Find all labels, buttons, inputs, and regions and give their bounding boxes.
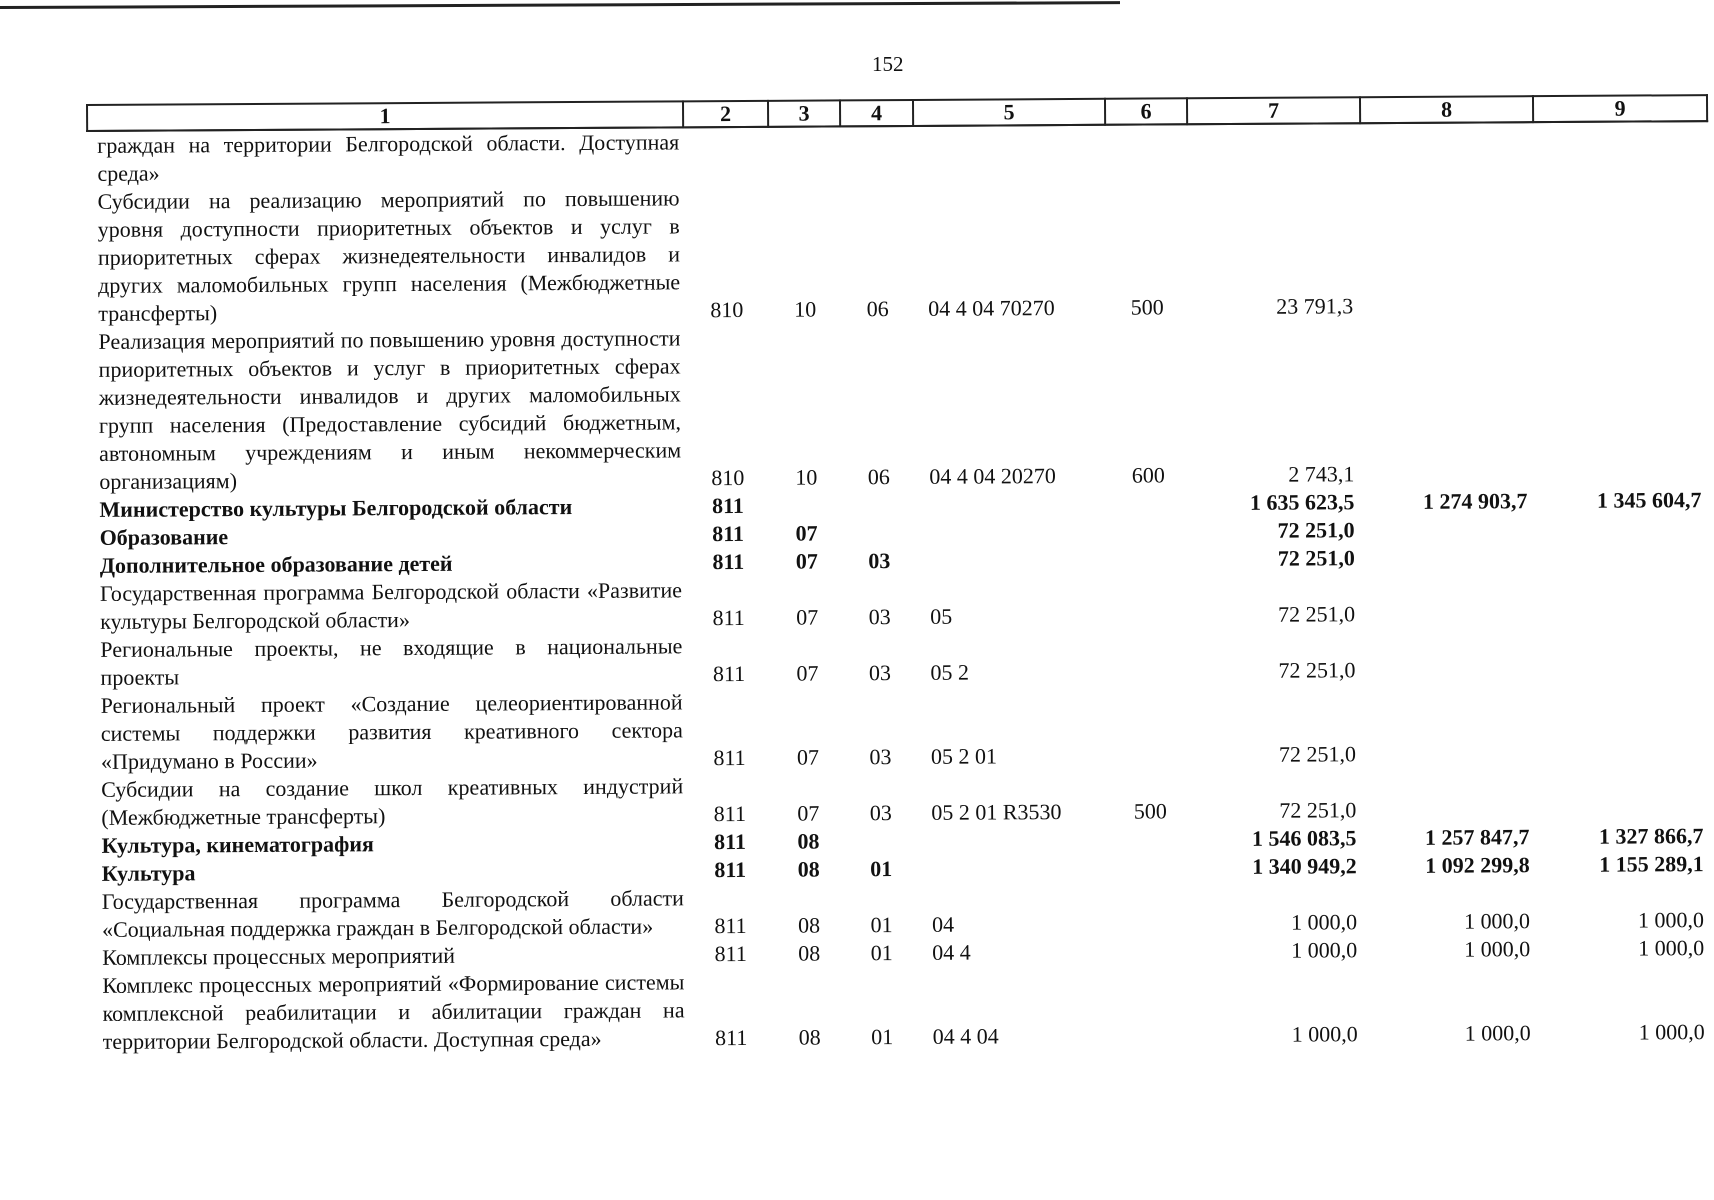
header-col-3: 3 xyxy=(768,100,840,126)
row-amount-col7: 72 251,0 xyxy=(1278,657,1356,683)
row-subsection-code xyxy=(843,519,916,547)
row-expense-type xyxy=(1107,489,1189,518)
row-target-article: 04 xyxy=(931,911,955,937)
row-target-article xyxy=(916,546,1108,575)
row-target-article xyxy=(915,490,1107,519)
table-row xyxy=(90,570,1710,636)
row-ved-code: 811 xyxy=(714,912,747,939)
row-section-code: 08 xyxy=(798,1024,821,1050)
row-name: Государственная программа Белгородской области «Развитие культуры Белгородской области» xyxy=(99,577,683,634)
row-name: Субсидии на создание школ креативных индустрий (Межбюджетные трансферты) xyxy=(101,773,684,830)
row-name: Субсидии на реализацию мероприятий по повышению уровня доступности приоритетных объектов и услуг в приоритетных сферах жизнедеятельности инвалидов и других маломобильных групп населения (Межбюджетные трансферты) xyxy=(97,185,681,326)
row-subsection-code xyxy=(844,827,917,855)
row-expense-type xyxy=(1109,685,1192,769)
header-col-6: 6 xyxy=(1105,98,1187,125)
row-amount-col9: 1 000,0 xyxy=(1638,1019,1705,1045)
budget-table-sheet xyxy=(86,94,1714,1056)
row-subsection-code: 06 xyxy=(867,464,890,490)
row-amount-col8 xyxy=(1360,122,1533,180)
row-amount-col8: 1 257 847,7 xyxy=(1424,824,1530,850)
header-col-7: 7 xyxy=(1187,97,1360,124)
row-ved-code: 811 xyxy=(712,660,746,687)
row-amount-col9 xyxy=(1536,626,1710,683)
row-ved-code: 811 xyxy=(713,800,747,827)
row-name: Региональный проект «Создание целеориентированной системы поддержки развития креативного сектора «Придумано в России» xyxy=(100,689,683,774)
row-target-article: 04 4 04 20270 xyxy=(929,463,1056,489)
row-amount-col9: 1 345 604,7 xyxy=(1596,487,1702,513)
row-target-article: 05 xyxy=(930,603,953,629)
row-amount-col8 xyxy=(1363,515,1536,544)
row-ved-code: 811 xyxy=(715,1024,748,1051)
row-amount-col7 xyxy=(1187,123,1360,181)
row-name: граждан на территории Белгородской области. Доступная среда» xyxy=(97,129,680,186)
row-amount-col7: 23 791,3 xyxy=(1276,293,1354,319)
row-section-code: 08 xyxy=(797,828,820,854)
row-amount-col8: 1 000,0 xyxy=(1464,1020,1531,1046)
row-amount-col8 xyxy=(1364,683,1538,768)
row-amount-col7: 1 340 949,2 xyxy=(1252,853,1357,879)
row-amount-col9: 1 000,0 xyxy=(1638,935,1705,961)
page-number: 152 xyxy=(872,52,904,76)
row-amount-col9 xyxy=(1536,542,1710,571)
row-amount-col9: 1 327 866,7 xyxy=(1598,823,1704,849)
row-section-code: 07 xyxy=(797,800,820,826)
row-section-code: 08 xyxy=(797,856,820,882)
row-expense-type xyxy=(1110,853,1192,882)
row-amount-col8 xyxy=(1364,767,1537,824)
row-amount-col8 xyxy=(1363,543,1536,572)
row-target-article: 05 2 xyxy=(930,659,970,685)
row-name: Государственная программа Белгородской области «Социальная поддержка граждан в Белгородской области» xyxy=(101,885,684,942)
row-amount-col7: 1 546 083,5 xyxy=(1251,825,1357,851)
row-subsection-code: 01 xyxy=(870,912,893,938)
row-subsection-code: 01 xyxy=(870,940,893,966)
row-amount-col8: 1 000,0 xyxy=(1464,936,1531,962)
row-target-article: 04 4 04 70270 xyxy=(928,295,1055,321)
table-row xyxy=(91,682,1711,776)
row-section-code: 07 xyxy=(796,604,819,630)
row-amount-col9: 1 155 289,1 xyxy=(1599,851,1704,877)
header-col-4: 4 xyxy=(840,100,913,126)
row-amount-col8: 1 092 299,8 xyxy=(1425,852,1530,878)
row-expense-type xyxy=(1108,545,1190,574)
row-section-code: 08 xyxy=(797,912,821,938)
budget-table xyxy=(86,94,1714,1056)
header-col-5: 5 xyxy=(913,99,1105,126)
row-expense-type xyxy=(1109,825,1191,854)
row-target-article: 04 4 xyxy=(932,939,971,965)
row-ved-code: 811 xyxy=(712,548,745,575)
row-name: Реализация мероприятий по повышению уровня доступности приоритетных объектов и услуг в приоритетных сферах жизнедеятельности инвалидов и других маломобильных групп населения (Предоставление субсидий бюджетным, автономным учреждениям и иным некоммерческим организациям) xyxy=(98,325,682,494)
row-name: Дополнительное образование детей xyxy=(99,550,453,578)
row-section-code: 07 xyxy=(795,520,818,546)
row-expense-type xyxy=(1108,573,1190,629)
row-section-code xyxy=(768,126,840,183)
row-expense-type xyxy=(1108,517,1190,546)
row-expense-type: 600 xyxy=(1131,462,1165,488)
row-expense-type: 500 xyxy=(1130,294,1164,320)
row-target-article: 05 2 01 R3530 xyxy=(931,799,1062,825)
table-row xyxy=(92,878,1712,944)
row-expense-type xyxy=(1108,629,1190,685)
row-subsection-code: 03 xyxy=(869,800,892,826)
row-name: Культура, кинематография xyxy=(101,831,374,858)
row-ved-code: 811 xyxy=(714,828,746,855)
row-name: Министерство культуры Белгородской области xyxy=(99,494,573,522)
row-section-code: 10 xyxy=(794,296,817,322)
row-name: Региональные проекты, не входящие в национальные проекты xyxy=(100,633,683,690)
row-subsection-code: 03 xyxy=(869,744,892,770)
row-ved-code: 810 xyxy=(711,464,745,491)
row-section-code: 10 xyxy=(795,464,818,490)
row-amount-col7: 1 000,0 xyxy=(1290,909,1358,935)
row-expense-type xyxy=(1110,881,1192,937)
row-subsection-code: 01 xyxy=(871,1024,894,1050)
row-expense-type xyxy=(1105,124,1187,181)
row-amount-col9 xyxy=(1537,766,1711,823)
row-subsection-code: 06 xyxy=(866,296,889,322)
row-subsection-code: 03 xyxy=(868,604,891,630)
row-amount-col9 xyxy=(1536,514,1710,543)
row-amount-col8 xyxy=(1361,319,1535,488)
row-amount-col9: 1 000,0 xyxy=(1637,907,1705,933)
table-row xyxy=(90,626,1710,692)
row-name: Образование xyxy=(99,524,229,550)
row-ved-code: 811 xyxy=(712,604,745,631)
row-subsection-code: 03 xyxy=(868,660,892,686)
row-subsection-code: 01 xyxy=(870,856,893,882)
row-name: Культура xyxy=(101,860,196,886)
row-section-code xyxy=(770,491,842,519)
row-amount-col7: 1 635 623,5 xyxy=(1249,489,1355,515)
row-amount-col8: 1 000,0 xyxy=(1463,908,1531,934)
row-ved-code: 811 xyxy=(714,940,747,967)
row-target-article xyxy=(917,826,1109,855)
row-ved-code xyxy=(683,127,768,185)
row-amount-col9 xyxy=(1534,318,1709,487)
row-amount-col7: 72 251,0 xyxy=(1279,797,1357,823)
row-amount-col8 xyxy=(1360,179,1534,320)
row-amount-col9 xyxy=(1533,121,1707,179)
table-row xyxy=(87,121,1707,188)
table-row xyxy=(88,178,1709,328)
row-subsection-code: 03 xyxy=(868,548,891,574)
row-subsection-code xyxy=(840,126,913,183)
row-amount-col7: 72 251,0 xyxy=(1278,601,1356,627)
table-row xyxy=(92,962,1712,1056)
row-amount-col9 xyxy=(1537,682,1712,767)
row-target-article: 05 2 01 xyxy=(930,743,998,769)
row-section-code: 07 xyxy=(796,660,819,686)
row-subsection-code xyxy=(842,491,915,519)
header-col-2: 2 xyxy=(683,101,768,128)
row-expense-type xyxy=(1110,937,1192,966)
row-section-code: 07 xyxy=(796,744,820,770)
row-ved-code: 810 xyxy=(710,296,744,323)
row-amount-col7: 72 251,0 xyxy=(1278,741,1357,767)
row-amount-col9 xyxy=(1533,178,1708,319)
row-amount-col7: 2 743,1 xyxy=(1288,461,1355,487)
row-expense-type: 500 xyxy=(1133,798,1167,824)
row-amount-col7: 1 000,0 xyxy=(1291,1021,1358,1047)
row-section-code: 08 xyxy=(798,940,821,966)
row-ved-code: 811 xyxy=(711,492,744,519)
row-amount-col7: 72 251,0 xyxy=(1277,517,1355,543)
header-col-8: 8 xyxy=(1360,96,1533,123)
row-section-code: 07 xyxy=(795,548,818,574)
header-col-9: 9 xyxy=(1533,95,1707,122)
row-target-article: 04 4 04 xyxy=(932,1023,999,1049)
row-name: Комплексы процессных мероприятий xyxy=(102,942,456,970)
row-ved-code: 811 xyxy=(713,744,746,771)
table-row xyxy=(91,766,1711,832)
row-target-article xyxy=(916,518,1108,547)
row-target-article xyxy=(913,125,1105,183)
row-amount-col8 xyxy=(1363,627,1536,684)
row-ved-code: 811 xyxy=(712,520,745,547)
scan-edge-line xyxy=(0,1,1120,9)
table-row xyxy=(88,318,1709,496)
header-col-1: 1 xyxy=(87,101,683,131)
row-amount-col8 xyxy=(1363,571,1536,628)
row-ved-code: 811 xyxy=(714,856,747,883)
row-amount-col7: 72 251,0 xyxy=(1277,545,1355,571)
row-target-article xyxy=(918,854,1110,883)
row-amount-col7: 1 000,0 xyxy=(1291,937,1358,963)
row-amount-col9 xyxy=(1536,570,1710,627)
row-expense-type xyxy=(1110,965,1193,1049)
row-amount-col8: 1 274 903,7 xyxy=(1422,488,1528,514)
row-name: Комплекс процессных мероприятий «Формирование системы комплексной реабилитации и абилитации граждан на территории Белгородской области. Доступная среда» xyxy=(102,969,685,1054)
